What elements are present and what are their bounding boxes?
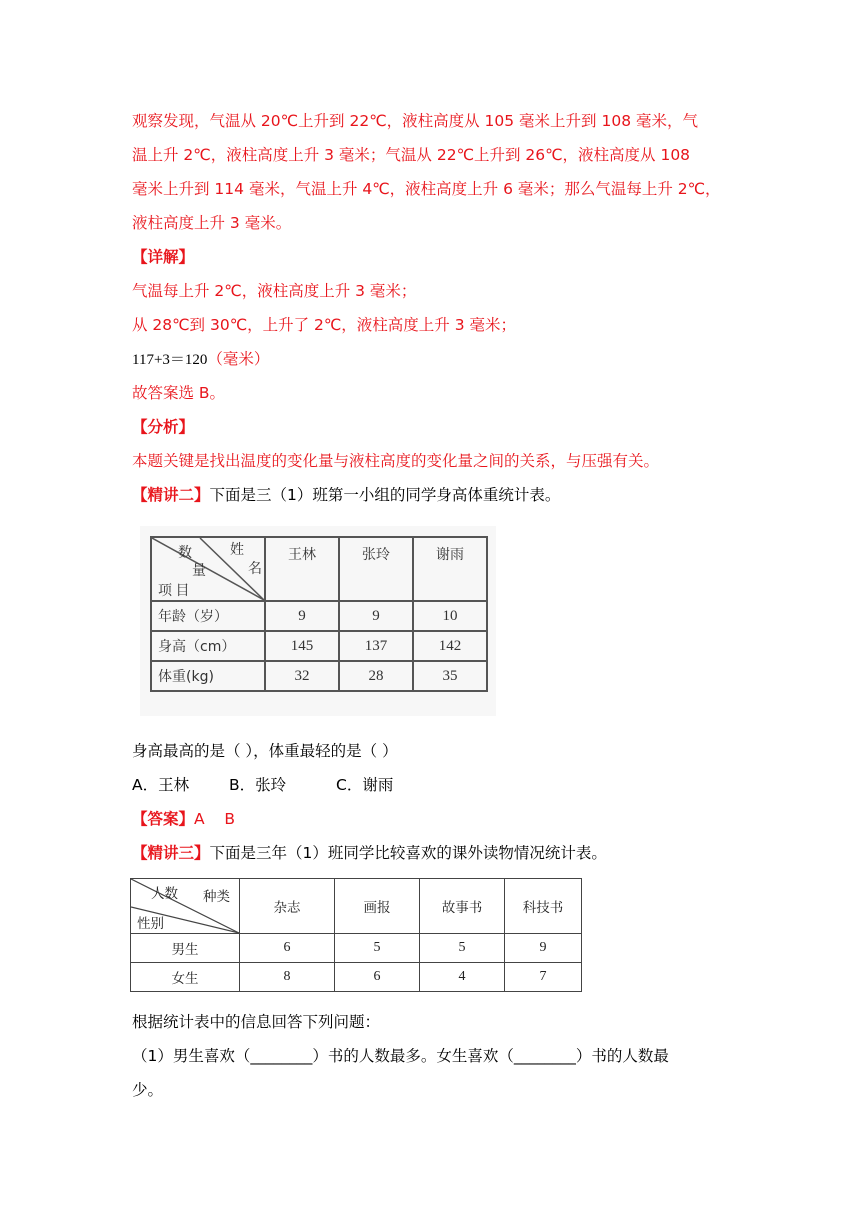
table1-cell: 145	[265, 631, 339, 661]
table1-header-name-2: 名	[248, 562, 262, 577]
table2-cell: 6	[240, 934, 335, 963]
reading-table	[130, 878, 582, 992]
table1-header-item: 项 目	[158, 584, 190, 599]
lecture2-intro	[132, 485, 732, 505]
analysis-line-2: 温上升 2℃，液柱高度上升 3 毫米；气温从 22℃上升到 26℃，液柱高度从 108	[132, 146, 691, 164]
analysis-line-3: 毫米上升到 114 毫米，气温上升 4℃，液柱高度上升 6 毫米；那么气温每上升 2℃，	[132, 180, 721, 198]
table1-row-height-label: 身高（cm）	[151, 631, 265, 661]
table1-col-zhangling: 张玲	[339, 537, 413, 601]
lecture2-tag: 【精讲二】	[132, 486, 210, 504]
detail-conclusion: 故答案选 B。	[132, 384, 226, 402]
table2-row-girls-label: 女生	[131, 963, 240, 992]
table2-row-boys-label: 男生	[131, 934, 240, 963]
height-weight-table	[150, 536, 488, 692]
lecture2-options	[132, 775, 732, 795]
detail-formula: 117+3＝120	[132, 352, 208, 368]
table1-cell: 10	[413, 601, 487, 631]
table1-cell: 9	[339, 601, 413, 631]
lecture3-question1-line1: （1）男生喜欢（________）书的人数最多。女生喜欢（________）书的人数最	[132, 1047, 669, 1065]
option-a: A．王林	[132, 776, 190, 794]
analysis-text: 本题关键是找出温度的变化量与液柱高度的变化量之间的关系，与压强有关。	[132, 452, 660, 470]
table1-cell: 28	[339, 661, 413, 691]
table-row	[151, 661, 487, 691]
table2-header-gender: 性别	[137, 916, 164, 932]
table1-cell: 142	[413, 631, 487, 661]
table1-cell: 35	[413, 661, 487, 691]
lecture3-question1-line2: 少。	[132, 1081, 164, 1099]
lecture2-answer-line	[132, 809, 732, 829]
detail-line-2: 从 28℃到 30℃，上升了 2℃，液柱高度上升 3 毫米；	[132, 316, 517, 334]
option-c: C．谢雨	[336, 776, 394, 794]
table1-header-name-1: 姓	[230, 543, 244, 558]
lecture3-text: 下面是三年（1）班同学比较喜欢的课外读物情况统计表。	[209, 844, 607, 862]
reading-table-image	[130, 878, 582, 992]
detail-formula-line	[132, 349, 732, 370]
table2-corner-header	[131, 879, 240, 934]
table-row	[131, 934, 582, 963]
table2-cell: 6	[335, 963, 420, 992]
detail-line-1: 气温每上升 2℃，液柱高度上升 3 毫米；	[132, 282, 417, 300]
detail-heading: 【详解】	[132, 248, 195, 266]
table2-cell: 5	[335, 934, 420, 963]
table1-cell: 137	[339, 631, 413, 661]
table2-col-pictorial: 画报	[335, 879, 420, 934]
table1-col-xieyu: 谢雨	[413, 537, 487, 601]
table1-corner-header	[151, 537, 265, 601]
table2-cell: 8	[240, 963, 335, 992]
table1-header-quantity-1: 数	[178, 546, 192, 561]
table2-cell: 7	[505, 963, 582, 992]
lecture3-prompt: 根据统计表中的信息回答下列问题：	[132, 1013, 381, 1031]
table2-header-kind: 种类	[203, 889, 230, 905]
lecture2-text: 下面是三（1）班第一小组的同学身高体重统计表。	[209, 486, 561, 504]
option-b: B．张玲	[228, 776, 287, 794]
analysis-heading: 【分析】	[132, 418, 195, 436]
table1-header-quantity-2: 量	[192, 564, 206, 579]
lecture3-intro	[132, 843, 732, 863]
answer-tag: 【答案】	[132, 810, 195, 828]
table1-row-age-label: 年龄（岁）	[151, 601, 265, 631]
table2-col-magazine: 杂志	[240, 879, 335, 934]
lecture3-tag: 【精讲三】	[132, 844, 210, 862]
table-row	[151, 631, 487, 661]
table2-cell: 4	[420, 963, 505, 992]
table1-cell: 9	[265, 601, 339, 631]
table1-row-weight-label: 体重(kg)	[151, 661, 265, 691]
table2-cell: 5	[420, 934, 505, 963]
detail-formula-unit: （毫米）	[207, 350, 270, 368]
table2-col-storybook: 故事书	[420, 879, 505, 934]
analysis-line-4: 液柱高度上升 3 毫米。	[132, 214, 292, 232]
answer-text: A B	[194, 810, 235, 828]
table-row	[131, 963, 582, 992]
analysis-line-1: 观察发现，气温从 20℃上升到 22℃，液柱高度从 105 毫米上升到 108 毫米，气	[132, 112, 698, 130]
table1-cell: 32	[265, 661, 339, 691]
height-weight-table-image	[140, 526, 496, 716]
lecture2-question: 身高最高的是（ ），体重最轻的是（ ）	[132, 742, 398, 760]
table2-col-science: 科技书	[505, 879, 582, 934]
table2-cell: 9	[505, 934, 582, 963]
table-row	[151, 601, 487, 631]
table2-header-people: 人数	[151, 886, 178, 902]
table1-col-wanglin: 王林	[265, 537, 339, 601]
